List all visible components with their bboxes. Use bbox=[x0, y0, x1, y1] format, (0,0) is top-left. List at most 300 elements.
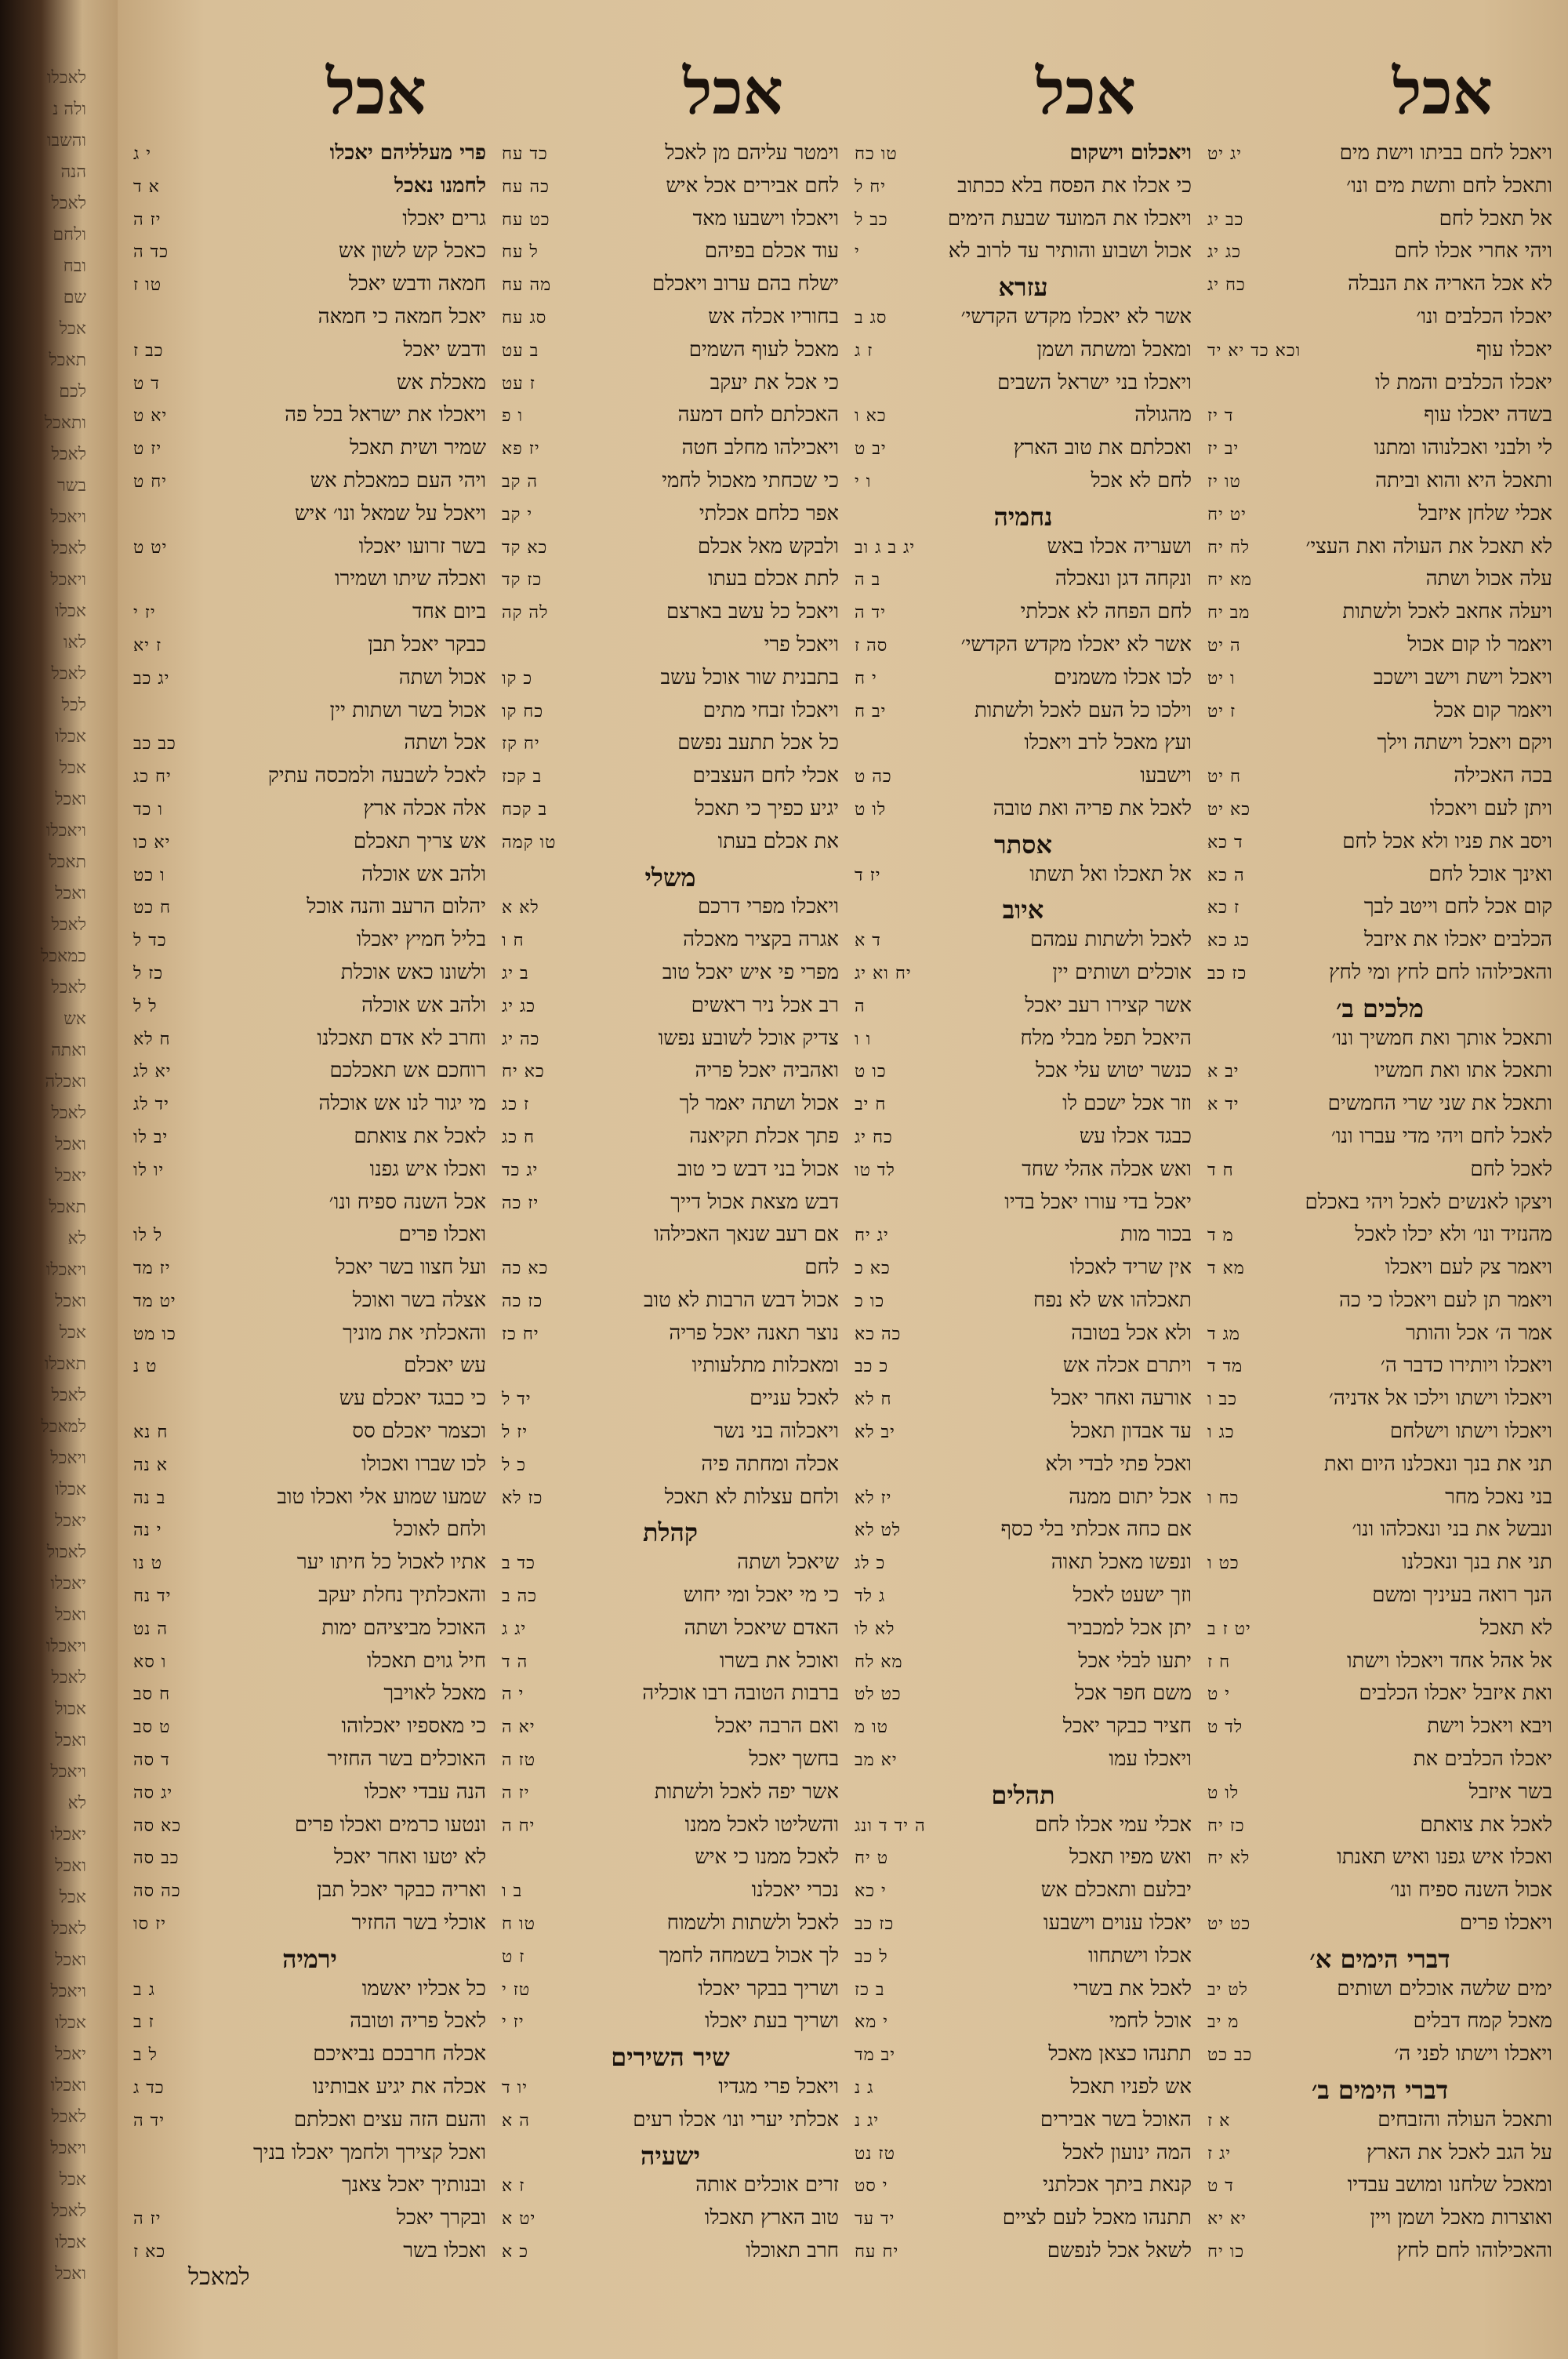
verse-reference: יח קז bbox=[502, 734, 540, 754]
concordance-entry bbox=[133, 1649, 486, 1682]
verse-reference: יז ה bbox=[502, 1783, 530, 1803]
concordance-entry bbox=[133, 1125, 486, 1158]
verse-reference: כט יט bbox=[1207, 1914, 1251, 1935]
concordance-entry bbox=[502, 699, 839, 732]
concordance-entry bbox=[1207, 1681, 1552, 1714]
left-page-fragment: ואכלו bbox=[50, 2076, 86, 2095]
verse-reference: כא יט bbox=[1207, 799, 1251, 820]
verse-reference: מ יב bbox=[1207, 2012, 1240, 2033]
concordance-entry bbox=[855, 1583, 1192, 1616]
concordance-entry bbox=[855, 567, 1192, 600]
concordance-entry bbox=[1207, 2173, 1552, 2206]
entry-text: יגיע כפיך כי תאכל bbox=[695, 796, 839, 820]
concordance-entry bbox=[1207, 2239, 1552, 2272]
concordance-entry bbox=[502, 469, 839, 502]
entry-text: ויאכלו בני ישראל השבים bbox=[997, 370, 1192, 394]
entry-text: ולחם עצלות לא תאכל bbox=[664, 1485, 839, 1509]
verse-reference: ג נ bbox=[855, 2078, 874, 2099]
verse-reference: וכא כד יא יד bbox=[1207, 340, 1301, 361]
verse-reference: ד כא bbox=[1207, 832, 1243, 852]
entry-text: בכה האכילה bbox=[1454, 764, 1552, 788]
left-page-fragment: יאכל bbox=[54, 2045, 86, 2064]
verse-reference: כו ט bbox=[855, 1062, 887, 1082]
entry-text: ומאכלות מתלעותיו bbox=[691, 1354, 839, 1378]
concordance-entry bbox=[133, 272, 486, 305]
left-page-fragment: ויאכל bbox=[50, 507, 86, 527]
entry-text: תני את בנך ונאכלנו היום ואת bbox=[1323, 1452, 1552, 1476]
verse-reference: יז ט bbox=[133, 439, 162, 460]
concordance-entry bbox=[133, 1485, 486, 1518]
entry-text: עוד אכלם בפיהם bbox=[704, 239, 839, 264]
verse-reference: ה קב bbox=[502, 471, 539, 492]
entry-text: אין שריד לאכלו bbox=[1069, 1256, 1192, 1280]
left-page-edge bbox=[0, 63, 86, 2337]
entry-text: ותאכל היא והוא וביתה bbox=[1375, 468, 1552, 493]
concordance-entry bbox=[133, 1813, 486, 1846]
entry-text: היאכל תפל מבלי מלח bbox=[1020, 1026, 1192, 1050]
verse-reference: מב יח bbox=[1207, 603, 1250, 623]
left-page-fragment: לאו bbox=[63, 633, 86, 652]
concordance-entry bbox=[855, 1027, 1192, 1060]
entry-text: אפר כלחם אכלתי bbox=[699, 501, 839, 525]
verse-reference: יד עד bbox=[855, 2209, 895, 2230]
entry-text: ולהב אש אוכלה bbox=[361, 993, 486, 1017]
concordance-entry bbox=[1207, 830, 1552, 863]
concordance-entry bbox=[1207, 895, 1552, 928]
concordance-entry bbox=[133, 403, 486, 436]
verse-reference: כה כא bbox=[855, 1324, 902, 1344]
verse-reference: ו סא bbox=[133, 1652, 167, 1672]
entry-text: יאכלו הכלבים ונו׳ bbox=[1416, 304, 1552, 329]
entry-text: מפרי פי איש יאכל טוב bbox=[662, 960, 839, 984]
verse-reference: סג עח bbox=[502, 307, 547, 328]
verse-reference: כט עח bbox=[502, 209, 550, 230]
concordance-entry bbox=[502, 567, 839, 600]
verse-reference: כא קד bbox=[502, 537, 548, 558]
entry-text: יאכל חמאה כי חמאה bbox=[318, 304, 486, 329]
concordance-entry bbox=[1207, 699, 1552, 732]
entry-text: מאכל לאויבך bbox=[383, 1681, 486, 1706]
entry-text: וישבעו bbox=[1140, 764, 1192, 788]
entry-text: מהגולה bbox=[1134, 403, 1192, 427]
concordance-entry bbox=[133, 371, 486, 404]
entry-text: ומאכל שלחנו ומושב עבדיו bbox=[1347, 2173, 1552, 2197]
concordance-entry bbox=[1207, 1616, 1552, 1649]
concordance-entry bbox=[1207, 174, 1552, 207]
entry-text: ויאכלוה בני נשר bbox=[713, 1419, 839, 1444]
verse-reference: טו ח bbox=[502, 1914, 535, 1935]
left-page-fragment: ולה נ bbox=[53, 100, 86, 119]
concordance-entry bbox=[1207, 1845, 1552, 1878]
left-page-fragment: ויאכל bbox=[50, 1762, 86, 1782]
verse-reference: יב ט bbox=[855, 439, 887, 460]
entry-text: אם רעב שנאך האכילהו bbox=[654, 1223, 839, 1247]
concordance-entry bbox=[133, 961, 486, 994]
entry-text: ומאכל ומשתה ושמן bbox=[1036, 337, 1192, 362]
concordance-entry bbox=[855, 1616, 1192, 1649]
entry-text: ולחם לאוכל bbox=[394, 1518, 486, 1542]
verse-reference: כא ז bbox=[133, 2242, 166, 2262]
left-page-fragment: ואכל bbox=[55, 1292, 86, 1311]
verse-reference: ד יז bbox=[1207, 406, 1234, 427]
verse-reference: כ כב bbox=[855, 1357, 889, 1377]
concordance-entry bbox=[502, 1944, 839, 1977]
left-page-fragment: ואכל bbox=[55, 790, 86, 809]
entry-text: ויאכלו וישתו לפני ה׳ bbox=[1394, 2042, 1552, 2066]
verse-reference: טו מ bbox=[855, 1717, 888, 1738]
concordance-entry bbox=[502, 1878, 839, 1911]
entry-text: ותאכל אתו ואת חמשיו bbox=[1374, 1059, 1552, 1083]
concordance-entry bbox=[133, 1747, 486, 1780]
concordance-entry bbox=[133, 1911, 486, 1944]
verse-reference: מא יח bbox=[1207, 570, 1253, 591]
concordance-entry bbox=[1207, 2108, 1552, 2141]
verse-reference: יא מב bbox=[855, 1750, 898, 1771]
concordance-entry bbox=[133, 2075, 486, 2108]
left-page-fragment: ואכל bbox=[55, 1135, 86, 1154]
verse-reference: י נה bbox=[133, 1521, 162, 1541]
verse-reference: כח ו bbox=[1207, 1488, 1240, 1508]
verse-reference: ט נ bbox=[133, 1357, 158, 1377]
concordance-entry bbox=[855, 1223, 1192, 1256]
verse-reference: כא כה bbox=[502, 1259, 549, 1279]
entry-text: קנאת ביתך אכלתני bbox=[1043, 2173, 1192, 2197]
verse-reference: י ה bbox=[502, 1685, 524, 1705]
verse-reference: ב נה bbox=[133, 1488, 166, 1508]
entry-text: חרב תאוכלו bbox=[746, 2239, 839, 2263]
verse-reference: ב ה bbox=[855, 570, 881, 591]
verse-reference: יד ה bbox=[855, 603, 886, 623]
verse-reference: יד א bbox=[1207, 1095, 1240, 1115]
entry-text: ישעיה bbox=[641, 2140, 700, 2171]
entry-text: דברי הימים א׳ bbox=[1309, 1943, 1450, 1974]
entry-text: לאכל ולשתות ולשמוח bbox=[666, 1911, 839, 1936]
concordance-entry bbox=[502, 1190, 839, 1223]
entry-text: בתבנית שור אוכל עשב bbox=[660, 665, 839, 689]
entry-text: ואינך אוכל לחם bbox=[1428, 862, 1552, 886]
entry-text: לאכל פריה וטובה bbox=[350, 2009, 486, 2034]
verse-reference: יג כב bbox=[133, 668, 170, 689]
verse-reference: יט א bbox=[502, 2209, 536, 2230]
book-heading bbox=[1207, 1944, 1552, 1977]
concordance-entry bbox=[502, 764, 839, 797]
concordance-entry bbox=[1207, 1256, 1552, 1289]
entry-text: טוב הארץ תאכלו bbox=[704, 2206, 839, 2230]
verse-reference: כט ו bbox=[1207, 1554, 1240, 1574]
entry-text: ואכלתם את טוב הארץ bbox=[1013, 436, 1192, 460]
concordance-entry bbox=[855, 1092, 1192, 1125]
concordance-entry bbox=[855, 1452, 1192, 1485]
entry-text: לתת אכלם בעתו bbox=[708, 567, 839, 591]
left-page-fragment: לאכול bbox=[46, 1543, 86, 1562]
entry-text: ונפשו מאכל תאוה bbox=[1051, 1550, 1192, 1575]
entry-text: כאכל קש לשון אש bbox=[338, 239, 486, 264]
entry-text: כי אכל את יעקב bbox=[710, 370, 839, 394]
entry-text: שיר השירים bbox=[611, 2042, 730, 2073]
verse-reference: יו ד bbox=[502, 2078, 528, 2099]
verse-reference: לד ט bbox=[1207, 1717, 1243, 1738]
concordance-entry bbox=[133, 1419, 486, 1452]
verse-reference: ד א bbox=[855, 931, 881, 951]
entry-text: אל אהל אחד ויאכלו וישתו bbox=[1346, 1648, 1552, 1673]
concordance-entry bbox=[502, 1223, 839, 1256]
left-page-fragment: ויאכל bbox=[50, 1448, 86, 1468]
entry-text: ואם הרבה יאכל bbox=[715, 1714, 839, 1739]
entry-text: ויאכלו וישתו וילכו אל אדניה׳ bbox=[1328, 1387, 1552, 1411]
verse-reference: ט יח bbox=[855, 1848, 889, 1869]
entry-text: האדם שיאכל ושתה bbox=[684, 1616, 839, 1640]
entry-text: ויסב את פניו ולא אכל לחם bbox=[1342, 829, 1552, 853]
concordance-entry bbox=[133, 1780, 486, 1813]
concordance-entry bbox=[855, 1321, 1192, 1354]
concordance-entry bbox=[133, 1190, 486, 1223]
entry-text: ויאכלו ויותירו כדבר ה׳ bbox=[1380, 1354, 1552, 1378]
concordance-entry bbox=[1207, 2009, 1552, 2042]
verse-reference: מה עח bbox=[502, 275, 552, 296]
verse-reference: ד ט bbox=[1207, 2176, 1234, 2197]
concordance-entry bbox=[1207, 1780, 1552, 1813]
entry-text: לחם לא אכל bbox=[1091, 468, 1192, 493]
verse-reference: כב יג bbox=[1207, 209, 1244, 230]
entry-text: אמר ה׳ אכל והותר bbox=[1406, 1321, 1552, 1345]
left-page-fragment: ואכל bbox=[55, 884, 86, 903]
entry-text: תני את בנך ונאכלנו bbox=[1402, 1550, 1552, 1575]
concordance-entry bbox=[133, 1158, 486, 1190]
entry-text: משם חפר אכל bbox=[1075, 1681, 1192, 1706]
entry-text: אכול ושבוע והותיר עד לרוב לא bbox=[948, 239, 1192, 264]
concordance-entry bbox=[502, 272, 839, 305]
left-page-fragment: לאכל bbox=[51, 1386, 86, 1405]
entry-text: ואכל קצירך ולחמך יאכלו בניך bbox=[253, 2140, 486, 2165]
entry-text: תתנהו מאכל לעם לציים bbox=[1002, 2206, 1192, 2230]
left-page-fragment: תאכל bbox=[49, 852, 86, 872]
verse-reference: יח כג bbox=[133, 767, 172, 787]
entry-text: וילכו כל העם לאכל ולשתות bbox=[974, 698, 1192, 722]
entry-text: אכלה חרבכם נביאיכם bbox=[313, 2042, 486, 2066]
entry-text: תתנהו כצאן מאכל bbox=[1048, 2042, 1192, 2066]
entry-text: את אכלם בעתו bbox=[717, 829, 839, 853]
entry-text: בחשך יאכל bbox=[749, 1747, 839, 1772]
concordance-entry bbox=[502, 1256, 839, 1289]
entry-text: בשדה יאכלו עוף bbox=[1424, 403, 1552, 427]
entry-text: ואהביה יאכל פריה bbox=[695, 1059, 839, 1083]
verse-reference: כח יג bbox=[1207, 275, 1246, 296]
verse-reference: לא יח bbox=[1207, 1848, 1250, 1869]
concordance-entry bbox=[1207, 633, 1552, 666]
verse-reference: ב קכז bbox=[502, 767, 543, 787]
verse-reference: יג ז bbox=[1207, 2143, 1232, 2164]
entry-text: והאכילוהו לחם לחץ bbox=[1396, 2239, 1552, 2263]
entry-text: ויאכלו את ישראל בכל פה bbox=[285, 403, 486, 427]
left-page-fragment: אכלו bbox=[55, 2233, 86, 2252]
verse-reference: כד עח bbox=[502, 144, 548, 164]
left-page-fragment: ואכל bbox=[55, 1605, 86, 1625]
entry-text: ואריה כבקר יאכל תבן bbox=[317, 1878, 486, 1903]
verse-reference: כח יג bbox=[855, 1127, 893, 1147]
entry-text: אתיו לאכול כל חיתו יער bbox=[296, 1550, 486, 1575]
verse-reference: כז כה bbox=[502, 1291, 543, 1311]
entry-text: אכול ושתה יאמר לך bbox=[679, 1092, 839, 1116]
verse-reference: ל כב bbox=[855, 1946, 888, 1967]
concordance-entry bbox=[133, 863, 486, 896]
entry-text: לאכל ולשתות עמהם bbox=[1029, 928, 1192, 952]
verse-reference: י bbox=[855, 242, 860, 263]
entry-text: כל אכל תתעב נפשם bbox=[677, 731, 839, 755]
entry-text: אכל השנה ספיח ונו׳ bbox=[328, 1190, 486, 1214]
book-heading bbox=[502, 2042, 839, 2075]
concordance-entry bbox=[1207, 1092, 1552, 1125]
verse-reference: יב מד bbox=[855, 2045, 895, 2066]
concordance-entry bbox=[855, 174, 1192, 207]
entry-text: דבש מצאת אכול דייך bbox=[670, 1190, 839, 1214]
entry-text: ולהב אש אוכלה bbox=[361, 862, 486, 886]
verse-reference: ח סב bbox=[133, 1685, 171, 1705]
concordance-entry bbox=[1207, 2042, 1552, 2075]
verse-reference: ח לא bbox=[855, 1390, 892, 1410]
verse-reference: טז נט bbox=[855, 2143, 895, 2164]
verse-reference: י קב bbox=[502, 504, 533, 525]
verse-reference: לא לו bbox=[855, 1619, 895, 1639]
concordance-entry bbox=[1207, 1518, 1552, 1550]
verse-reference: ו פ bbox=[502, 406, 524, 427]
entry-text: ויאמר צק לעם ויאכלו bbox=[1385, 1256, 1552, 1280]
verse-reference: ו כד bbox=[133, 799, 163, 820]
concordance-entry bbox=[133, 1845, 486, 1878]
entry-text: אוכל לחמי bbox=[1109, 2009, 1192, 2034]
concordance-entry bbox=[855, 863, 1192, 896]
entry-text: רב אכל ניר ראשים bbox=[691, 993, 839, 1017]
concordance-entry bbox=[133, 1321, 486, 1354]
concordance-entry bbox=[133, 1387, 486, 1419]
entry-text: לא אכל האריה את הנבלה bbox=[1348, 272, 1552, 296]
verse-reference: כז קד bbox=[502, 570, 543, 591]
verse-reference: יג כד bbox=[502, 1160, 539, 1180]
entry-text: מאכל לעוף השמים bbox=[688, 337, 839, 362]
entry-text: אכלי עמי אכלו לחם bbox=[1035, 1812, 1192, 1837]
concordance-entry bbox=[855, 600, 1192, 633]
verse-reference: כה עח bbox=[502, 176, 550, 197]
verse-reference: כב סה bbox=[133, 1848, 180, 1869]
concordance-entry bbox=[855, 1256, 1192, 1289]
concordance-entry bbox=[855, 731, 1192, 764]
verse-reference: כה ב bbox=[502, 1587, 538, 1607]
concordance-entry bbox=[855, 1125, 1192, 1158]
concordance-entry bbox=[1207, 2206, 1552, 2239]
verse-reference: כד ה bbox=[133, 242, 169, 263]
left-page-fragment: ויאכל bbox=[50, 570, 86, 590]
entry-text: אוכלים ושותים יין bbox=[1052, 960, 1192, 984]
entry-text: רוחכם אש תאכלכם bbox=[329, 1059, 486, 1083]
entry-text: ויאכלו וישתו וישלחם bbox=[1389, 1419, 1552, 1444]
concordance-entry bbox=[133, 1977, 486, 2010]
concordance-entry bbox=[133, 502, 486, 535]
entry-text: אכול השנה ספיח ונו׳ bbox=[1389, 1878, 1552, 1903]
entry-text: כי כבגד יאכלם עש bbox=[339, 1387, 486, 1411]
verse-reference: יח עח bbox=[855, 2242, 899, 2262]
concordance-entry bbox=[133, 2108, 486, 2141]
entry-text: אכלי לחם העצבים bbox=[692, 764, 839, 788]
concordance-entry bbox=[855, 2042, 1192, 2075]
entry-text: ושעריה אכלו באש bbox=[1047, 534, 1192, 558]
concordance-entry bbox=[855, 2173, 1192, 2206]
verse-reference: ז ג bbox=[855, 340, 873, 361]
entry-text: ויאכל פרי bbox=[764, 632, 839, 656]
verse-reference: ה כא bbox=[1207, 865, 1245, 885]
concordance-entry bbox=[1207, 1485, 1552, 1518]
entry-text: ויעלה אחאב לאכל ולשתות bbox=[1342, 600, 1552, 624]
concordance-entry bbox=[502, 731, 839, 764]
verse-reference: טו יז bbox=[1207, 471, 1241, 492]
concordance-entry bbox=[502, 207, 839, 240]
concordance-entry bbox=[133, 2009, 486, 2042]
entry-text: ויאמר לו קום אכול bbox=[1407, 632, 1552, 656]
book-heading bbox=[1207, 2075, 1552, 2108]
verse-reference: כא כ bbox=[855, 1259, 891, 1279]
entry-text: מי יגור לנו אש אוכלה bbox=[318, 1092, 486, 1116]
entry-text: ואכלו בשר bbox=[403, 2239, 486, 2263]
concordance-entry bbox=[1207, 2141, 1552, 2174]
concordance-entry bbox=[133, 1452, 486, 1485]
entry-text: לחם bbox=[804, 1256, 839, 1280]
entry-text: לשאל אכל לנפשם bbox=[1047, 2239, 1192, 2263]
entry-text: אשר יפה לאכל ולשתות bbox=[654, 1779, 839, 1804]
concordance-entry bbox=[133, 731, 486, 764]
concordance-entry bbox=[133, 436, 486, 469]
verse-reference: כו כ bbox=[855, 1291, 885, 1311]
concordance-entry bbox=[855, 1747, 1192, 1780]
entry-text: כי אכלו את הפסח בלא ככתוב bbox=[957, 173, 1192, 198]
concordance-entry bbox=[1207, 1583, 1552, 1616]
verse-reference: כב ל bbox=[855, 209, 888, 230]
left-page-fragment: ויאכלו bbox=[45, 821, 86, 841]
concordance-entry bbox=[502, 1747, 839, 1780]
verse-reference: ז יא bbox=[133, 635, 162, 656]
verse-reference: יב לו bbox=[133, 1127, 169, 1147]
verse-reference: כב ו bbox=[1207, 1390, 1237, 1410]
concordance-entry bbox=[1207, 1223, 1552, 1256]
entry-text: ותאכל לחם ותשת מים ונו׳ bbox=[1346, 173, 1552, 198]
concordance-entry bbox=[855, 2141, 1192, 2174]
entry-text: עש יאכלם bbox=[404, 1354, 486, 1378]
concordance-entry bbox=[855, 797, 1192, 830]
concordance-entry bbox=[502, 174, 839, 207]
entry-text: אשר קצירו רעב יאכל bbox=[1025, 993, 1192, 1017]
concordance-entry bbox=[502, 1354, 839, 1387]
entry-text: ישלח בהם ערוב ויאכלם bbox=[652, 272, 839, 296]
left-page-fragment: לאכל bbox=[51, 445, 86, 464]
verse-reference: מ ד bbox=[1207, 1226, 1234, 1246]
verse-reference: טז י bbox=[502, 1979, 531, 2000]
concordance-entry bbox=[133, 207, 486, 240]
concordance-entry bbox=[855, 2108, 1192, 2141]
concordance-entry bbox=[502, 994, 839, 1027]
verse-reference: ח לא bbox=[133, 1029, 171, 1049]
entry-text: לאכל את צואתם bbox=[1420, 1812, 1552, 1837]
concordance-entry bbox=[502, 600, 839, 633]
concordance-entry bbox=[1207, 600, 1552, 633]
concordance-entry bbox=[133, 174, 486, 207]
verse-reference: טז ה bbox=[502, 1750, 536, 1771]
header-column-3: אכל bbox=[683, 55, 783, 129]
verse-reference: כז כב bbox=[1207, 963, 1247, 983]
entry-text: יתעו לבלי אכל bbox=[1078, 1648, 1192, 1673]
entry-text: כי שכחתי מאכול לחמי bbox=[662, 468, 839, 493]
concordance-entry bbox=[1207, 666, 1552, 699]
verse-reference: ח נא bbox=[133, 1423, 169, 1443]
concordance-entry bbox=[855, 1649, 1192, 1682]
concordance-entry bbox=[502, 1649, 839, 1682]
entry-text: איוב bbox=[1002, 895, 1044, 925]
